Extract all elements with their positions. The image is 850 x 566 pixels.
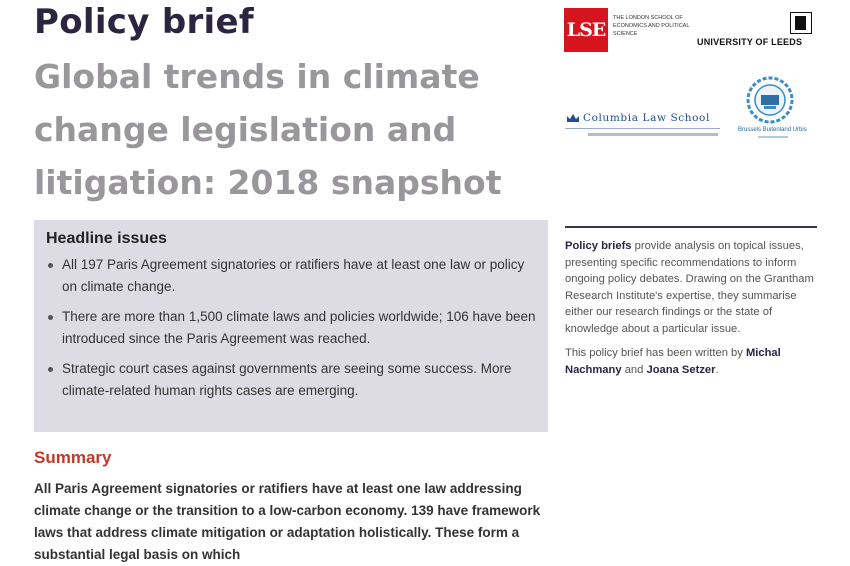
- summary-text: All Paris Agreement signatories or ratifiers have at least one law addressing climate change or the transition to a low-carbon economy. 139 have framework laws that address climate mitigation or adaptation holistically. These form a substantial legal basis on which: [34, 481, 541, 562]
- list-item: [46, 254, 536, 298]
- columbia-crown-icon: [566, 112, 580, 124]
- list-item: [46, 306, 536, 350]
- columbia-subline: [588, 133, 718, 136]
- description-lead: Policy briefs: [565, 240, 632, 252]
- policy-brief-description: [565, 226, 817, 386]
- brief-type-label: Policy brief: [34, 2, 254, 42]
- authors-intro: This policy brief has been written by: [565, 347, 746, 359]
- headline-issues-title: Headline issues: [46, 230, 167, 247]
- list-item-text: All 197 Paris Agreement signatories or ratifiers have at least one law or policy on climate change.: [62, 257, 525, 294]
- description-paragraph: [565, 238, 817, 337]
- seal-subline: [758, 136, 788, 138]
- institute-seal-icon: [746, 76, 794, 124]
- authors-end: .: [715, 363, 719, 376]
- bullet-icon: [48, 263, 53, 268]
- lse-logo-text: THE LONDON SCHOOL OF ECONOMICS AND POLITICAL SCIENCE: [613, 15, 690, 37]
- seal-caption: Brussels Buitenland Urbis: [738, 127, 807, 133]
- headline-issues-box: [34, 220, 548, 432]
- leeds-logo-text: UNIVERSITY OF LEEDS: [697, 37, 803, 47]
- list-item-text: There are more than 1,500 climate laws and policies worldwide; 106 have been introduced since the Paris Agreement was reached.: [62, 309, 536, 346]
- leeds-logo-icon: [790, 12, 812, 34]
- summary-heading: Summary: [34, 448, 112, 467]
- authors-paragraph: [565, 345, 817, 378]
- columbia-logo-text: Columbia Law School: [583, 112, 710, 124]
- headline-issues-list: [46, 254, 536, 402]
- author-name: Michal Nachmany: [565, 347, 781, 376]
- list-item: [46, 358, 536, 402]
- description-text: provide analysis on topical issues, presenting specific recommendations to inform ongoing policy debates. Drawing on the Grantham Research Institute's expertise, they summarise either our research findings or the state of knowledge about a particular issue.: [565, 240, 814, 335]
- list-item-text: Strategic court cases against governments are seeing some success. More climate-related human rights cases are emerging.: [62, 361, 512, 398]
- lse-logo: LSE: [564, 8, 608, 52]
- authors-conjunction: and: [621, 363, 647, 376]
- author-name: Joana Setzer: [646, 363, 716, 376]
- columbia-divider: [565, 128, 720, 129]
- page-title: Global trends in climate change legislation and litigation: 2018 snapshot: [34, 57, 502, 202]
- bullet-icon: [48, 315, 53, 320]
- bullet-icon: [48, 367, 53, 372]
- side-divider: [565, 226, 817, 228]
